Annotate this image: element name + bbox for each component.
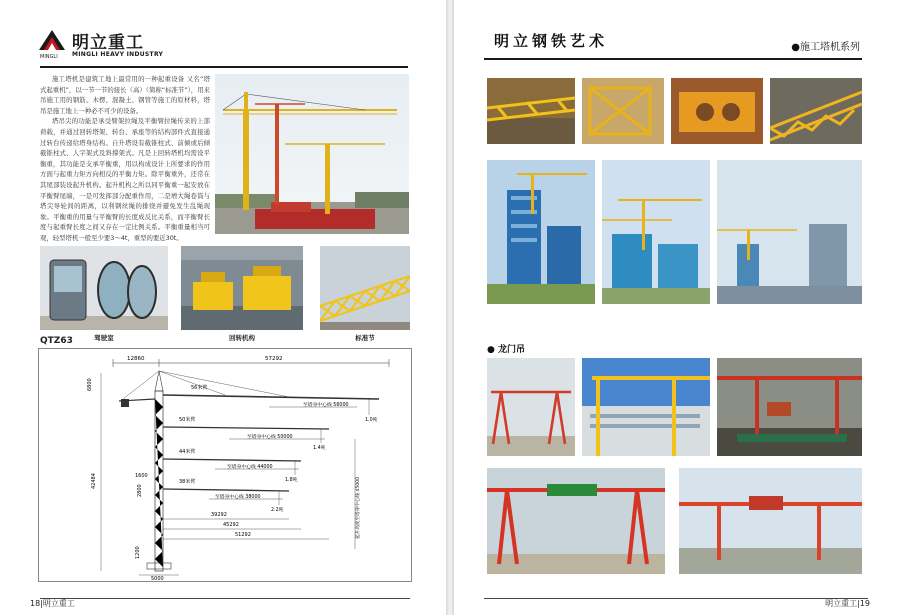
cab-photo bbox=[40, 246, 168, 330]
crane-part-photo-3 bbox=[671, 78, 763, 144]
boom-44-line: 至塔身中心线 44000 bbox=[227, 465, 273, 470]
boom-56-line: 至塔身中心线 56000 bbox=[303, 403, 349, 408]
boom-38-line: 至塔身中心线 38000 bbox=[215, 495, 261, 500]
caption-mast: 标准节 bbox=[355, 334, 375, 342]
brand-logo bbox=[38, 24, 164, 66]
dim-base-width: 5000 bbox=[151, 576, 164, 581]
crane-drawing bbox=[39, 349, 411, 581]
page-gutter bbox=[446, 0, 454, 615]
boom-38-load: 2.2吨 bbox=[271, 508, 284, 513]
dim-top-right: 57292 bbox=[265, 356, 283, 362]
left-page bbox=[0, 0, 446, 615]
brand-name-cn: 明立重工 bbox=[72, 33, 144, 53]
mingli-logo-icon bbox=[38, 28, 66, 52]
dim-h1: 1600 bbox=[135, 473, 148, 479]
boom-38-label: 38米臂 bbox=[179, 479, 196, 485]
crane-spec-diagram bbox=[38, 348, 412, 582]
footer-rule bbox=[40, 598, 410, 599]
gantry-crane-photo-5 bbox=[679, 468, 862, 574]
intro-paragraph: 施工塔机是建筑工地上最常用的一种起重设备 又名“塔式起重机”，以一节一节的接长（高）（简称“标准节”），用来吊施工用的钢筋、木楞、混凝土、钢管等施工的原材料，塔吊是施工地上一种必不可少的设备。 bbox=[40, 75, 210, 115]
dim-r2: 45292 bbox=[223, 522, 239, 528]
footer-brand: 明立重工 bbox=[825, 599, 858, 608]
lift-height-note: 起升高度至塔身中心线 45000 bbox=[356, 476, 361, 539]
tower-crane-photo bbox=[215, 74, 409, 234]
model-label: QTZ63 bbox=[40, 336, 73, 346]
mast-section-photo bbox=[320, 246, 410, 330]
dim-r3: 51292 bbox=[235, 532, 251, 538]
brand-name-en: MINGLI HEAVY INDUSTRY bbox=[72, 51, 164, 58]
boom-44-load: 1.8吨 bbox=[285, 478, 298, 483]
dim-r1: 39292 bbox=[211, 512, 227, 518]
brand-mark-text: MINGLI bbox=[40, 54, 58, 60]
gantry-crane-photo-4 bbox=[487, 468, 665, 574]
dim-base-height: 1200 bbox=[135, 546, 141, 559]
gantry-crane-photo-3 bbox=[717, 358, 862, 456]
construction-site-photo-1 bbox=[487, 160, 595, 304]
footer-rule bbox=[484, 598, 868, 599]
construction-site-photo-2 bbox=[602, 160, 710, 304]
right-page bbox=[454, 0, 900, 615]
dim-h2: 2800 bbox=[137, 484, 143, 497]
gantry-crane-photo-2 bbox=[582, 358, 710, 456]
caption-slewing: 回转机构 bbox=[229, 334, 255, 342]
caption-cab: 驾驶室 bbox=[94, 334, 114, 342]
page-number-left: 18|明立重工 bbox=[30, 599, 75, 608]
boom-44-label: 44米臂 bbox=[179, 449, 196, 455]
boom-50-load: 1.4吨 bbox=[313, 446, 326, 451]
slewing-mechanism-photo bbox=[181, 246, 303, 330]
page-number: 18 bbox=[30, 599, 41, 608]
dim-head-height: 6800 bbox=[87, 378, 93, 391]
construction-site-photo-3 bbox=[717, 160, 862, 304]
page-number-right: 明立重工|19 bbox=[825, 599, 870, 608]
series-label: ●施工塔机系列 bbox=[791, 42, 860, 53]
boom-56-label: 56米臂 bbox=[191, 385, 208, 391]
intro-paragraph: 塔吊尖的功能是承受臂架拉绳及平衡臂拉绳传来的上部荷载，并通过回转塔架、转台、承座等的结构部件式直接通过转台传递给塔身结构。自升塔设有截锥柱式、前倾或后倾截锥柱式、人字架式及斜撑架式。凡是上回转塔机均需设平衡重，其功能是支承平衡重，用以构成设计上所要求的作用方面与起重力矩方向相反的平衡力矩。除平衡重外，还常在其尾部装设起升机构。起升机构之所以同平衡重一起安放在平衡臂尾端，一是可发挥部分配重作用，二是增大绳卷筒与塔尖导轮间的距离，以利钢丝绳的排绕并避免发生乱绳现象。平衡重的用量与平衡臂的长度成反比关系，而平衡臂长度与起重臂长度之间又存在一定比例关系。平衡重量相当可观，轻型塔机一般至少要3～4t，重型的要近30t。 bbox=[40, 117, 210, 242]
page-title: 明立钢铁艺术 bbox=[494, 32, 609, 50]
boom-50-label: 50米臂 bbox=[179, 417, 196, 423]
footer-brand: 明立重工 bbox=[42, 599, 75, 608]
crane-part-photo-2 bbox=[582, 78, 664, 144]
dim-total-height: 42484 bbox=[91, 473, 97, 489]
dim-top-left: 12860 bbox=[127, 356, 145, 362]
gantry-crane-photo-1 bbox=[487, 358, 575, 456]
crane-part-photo-4 bbox=[770, 78, 862, 144]
boom-56-load: 1.0吨 bbox=[365, 418, 378, 423]
gantry-section-label: ● 龙门吊 bbox=[487, 345, 525, 355]
boom-50-line: 至塔身中心线 50000 bbox=[247, 435, 293, 440]
header-rule bbox=[484, 58, 862, 60]
header-rule bbox=[40, 66, 408, 68]
page-number: 19 bbox=[859, 599, 870, 608]
intro-text bbox=[40, 74, 210, 244]
crane-part-photo-1 bbox=[487, 78, 575, 144]
